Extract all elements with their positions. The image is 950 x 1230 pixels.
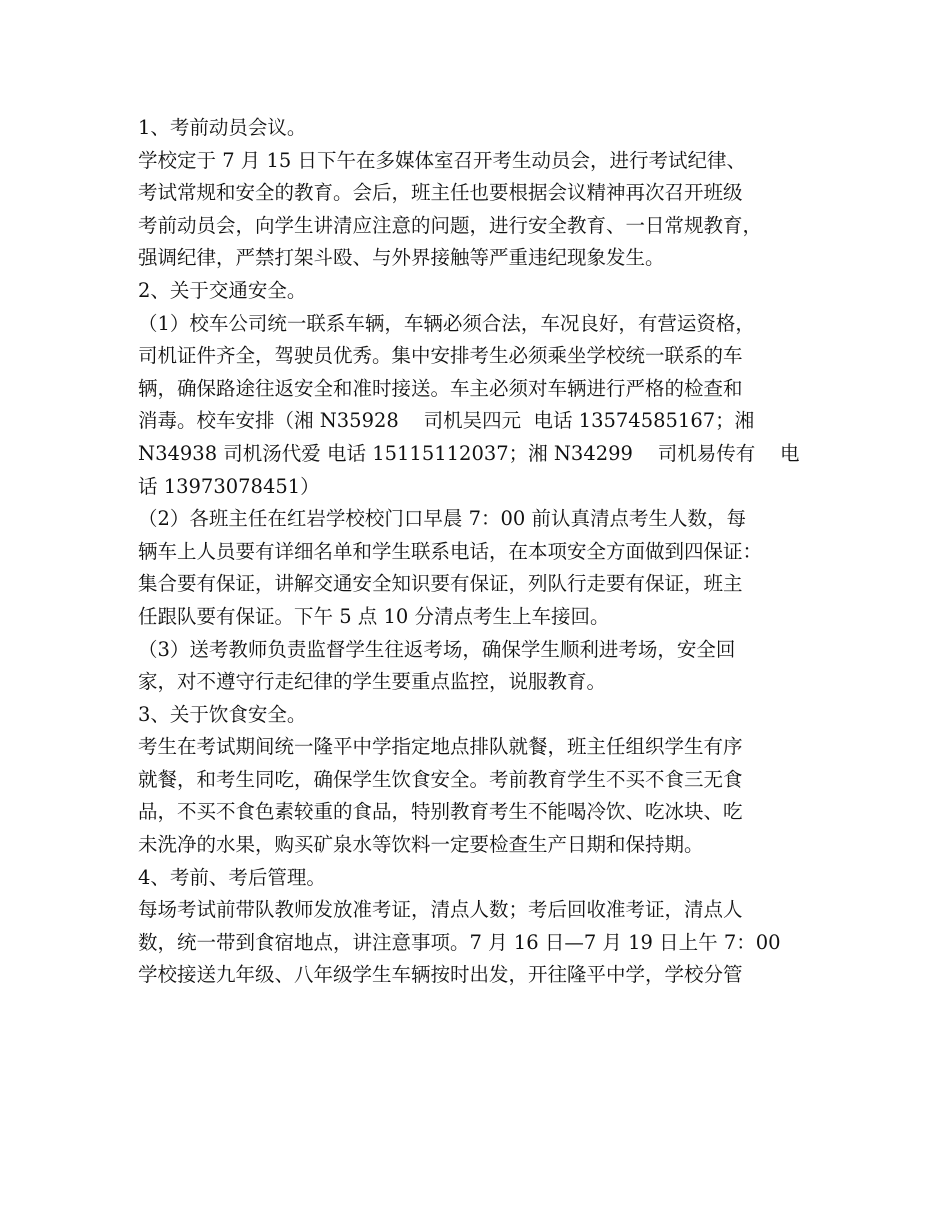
paragraph-line: N34938 司机汤代爱 电话 15115112037；湘 N34299 司机易传有 电 — [138, 441, 800, 465]
section-heading-food-safety: 3、关于饮食安全。 — [138, 702, 307, 726]
paragraph-line: 就餐，和考生同吃，确保学生饮食安全。考前教育学生不买不食三无食 — [138, 767, 743, 791]
paragraph-line: 辆，确保路途往返安全和准时接送。车主必须对车辆进行严格的检查和 — [138, 376, 743, 400]
paragraph-line: 每场考试前带队教师发放准考证，清点人数；考后回收准考证，清点人 — [138, 898, 743, 922]
paragraph-line: 学校接送九年级、八年级学生车辆按时出发，开往隆平中学，学校分管 — [138, 963, 743, 987]
paragraph-line: 话 13973078451） — [138, 474, 320, 498]
paragraph-line: （1）校车公司统一联系车辆，车辆必须合法，车况良好，有营运资格， — [138, 311, 755, 335]
paragraph-line: 司机证件齐全，驾驶员优秀。集中安排考生必须乘坐学校统一联系的车 — [138, 344, 743, 368]
paragraph-line: 考前动员会，向学生讲清应注意的问题，进行安全教育、一日常规教育， — [138, 213, 763, 237]
document-body — [138, 112, 828, 992]
paragraph-line: 未洗净的水果，购买矿泉水等饮料一定要检查生产日期和保持期。 — [138, 833, 704, 857]
paragraph-line: 集合要有保证，讲解交通安全知识要有保证，列队行走要有保证，班主 — [138, 572, 743, 596]
section-heading-traffic-safety: 2、关于交通安全。 — [138, 278, 307, 302]
paragraph-line: 数，统一带到食宿地点，讲注意事项。7 月 16 日—7 月 19 日上午 7：00 — [138, 930, 781, 954]
paragraph-line: （2）各班主任在红岩学校校门口早晨 7：00 前认真清点考生人数，每 — [138, 507, 747, 531]
paragraph-line: 任跟队要有保证。下午 5 点 10 分清点考生上车接回。 — [138, 604, 610, 628]
paragraph-line: 品，不买不食色素较重的食品，特别教育考生不能喝冷饮、吃冰块、吃 — [138, 800, 743, 824]
paragraph-line: 强调纪律，严禁打架斗殴、与外界接触等严重违纪现象发生。 — [138, 246, 665, 270]
section-heading-mobilization-meeting: 1、考前动员会议。 — [138, 116, 307, 139]
paragraph-line: 考生在考试期间统一隆平中学指定地点排队就餐，班主任组织学生有序 — [138, 735, 743, 759]
section-heading-exam-management: 4、考前、考后管理。 — [138, 865, 326, 889]
paragraph-line: 消毒。校车安排（湘 N35928 司机吴四元 电话 13574585167；湘 — [138, 409, 755, 433]
paragraph-line: 考试常规和安全的教育。会后，班主任也要根据会议精神再次召开班级 — [138, 181, 743, 205]
paragraph-line: 辆车上人员要有详细名单和学生联系电话，在本项安全方面做到四保证： — [138, 539, 763, 563]
paragraph-line: 学校定于 7 月 15 日下午在多媒体室召开考生动员会，进行考试纪律、 — [138, 148, 747, 172]
paragraph-line: （3）送考教师负责监督学生往返考场，确保学生顺利进考场，安全回 — [138, 637, 736, 661]
paragraph-line: 家，对不遵守行走纪律的学生要重点监控，说服教育。 — [138, 670, 607, 694]
